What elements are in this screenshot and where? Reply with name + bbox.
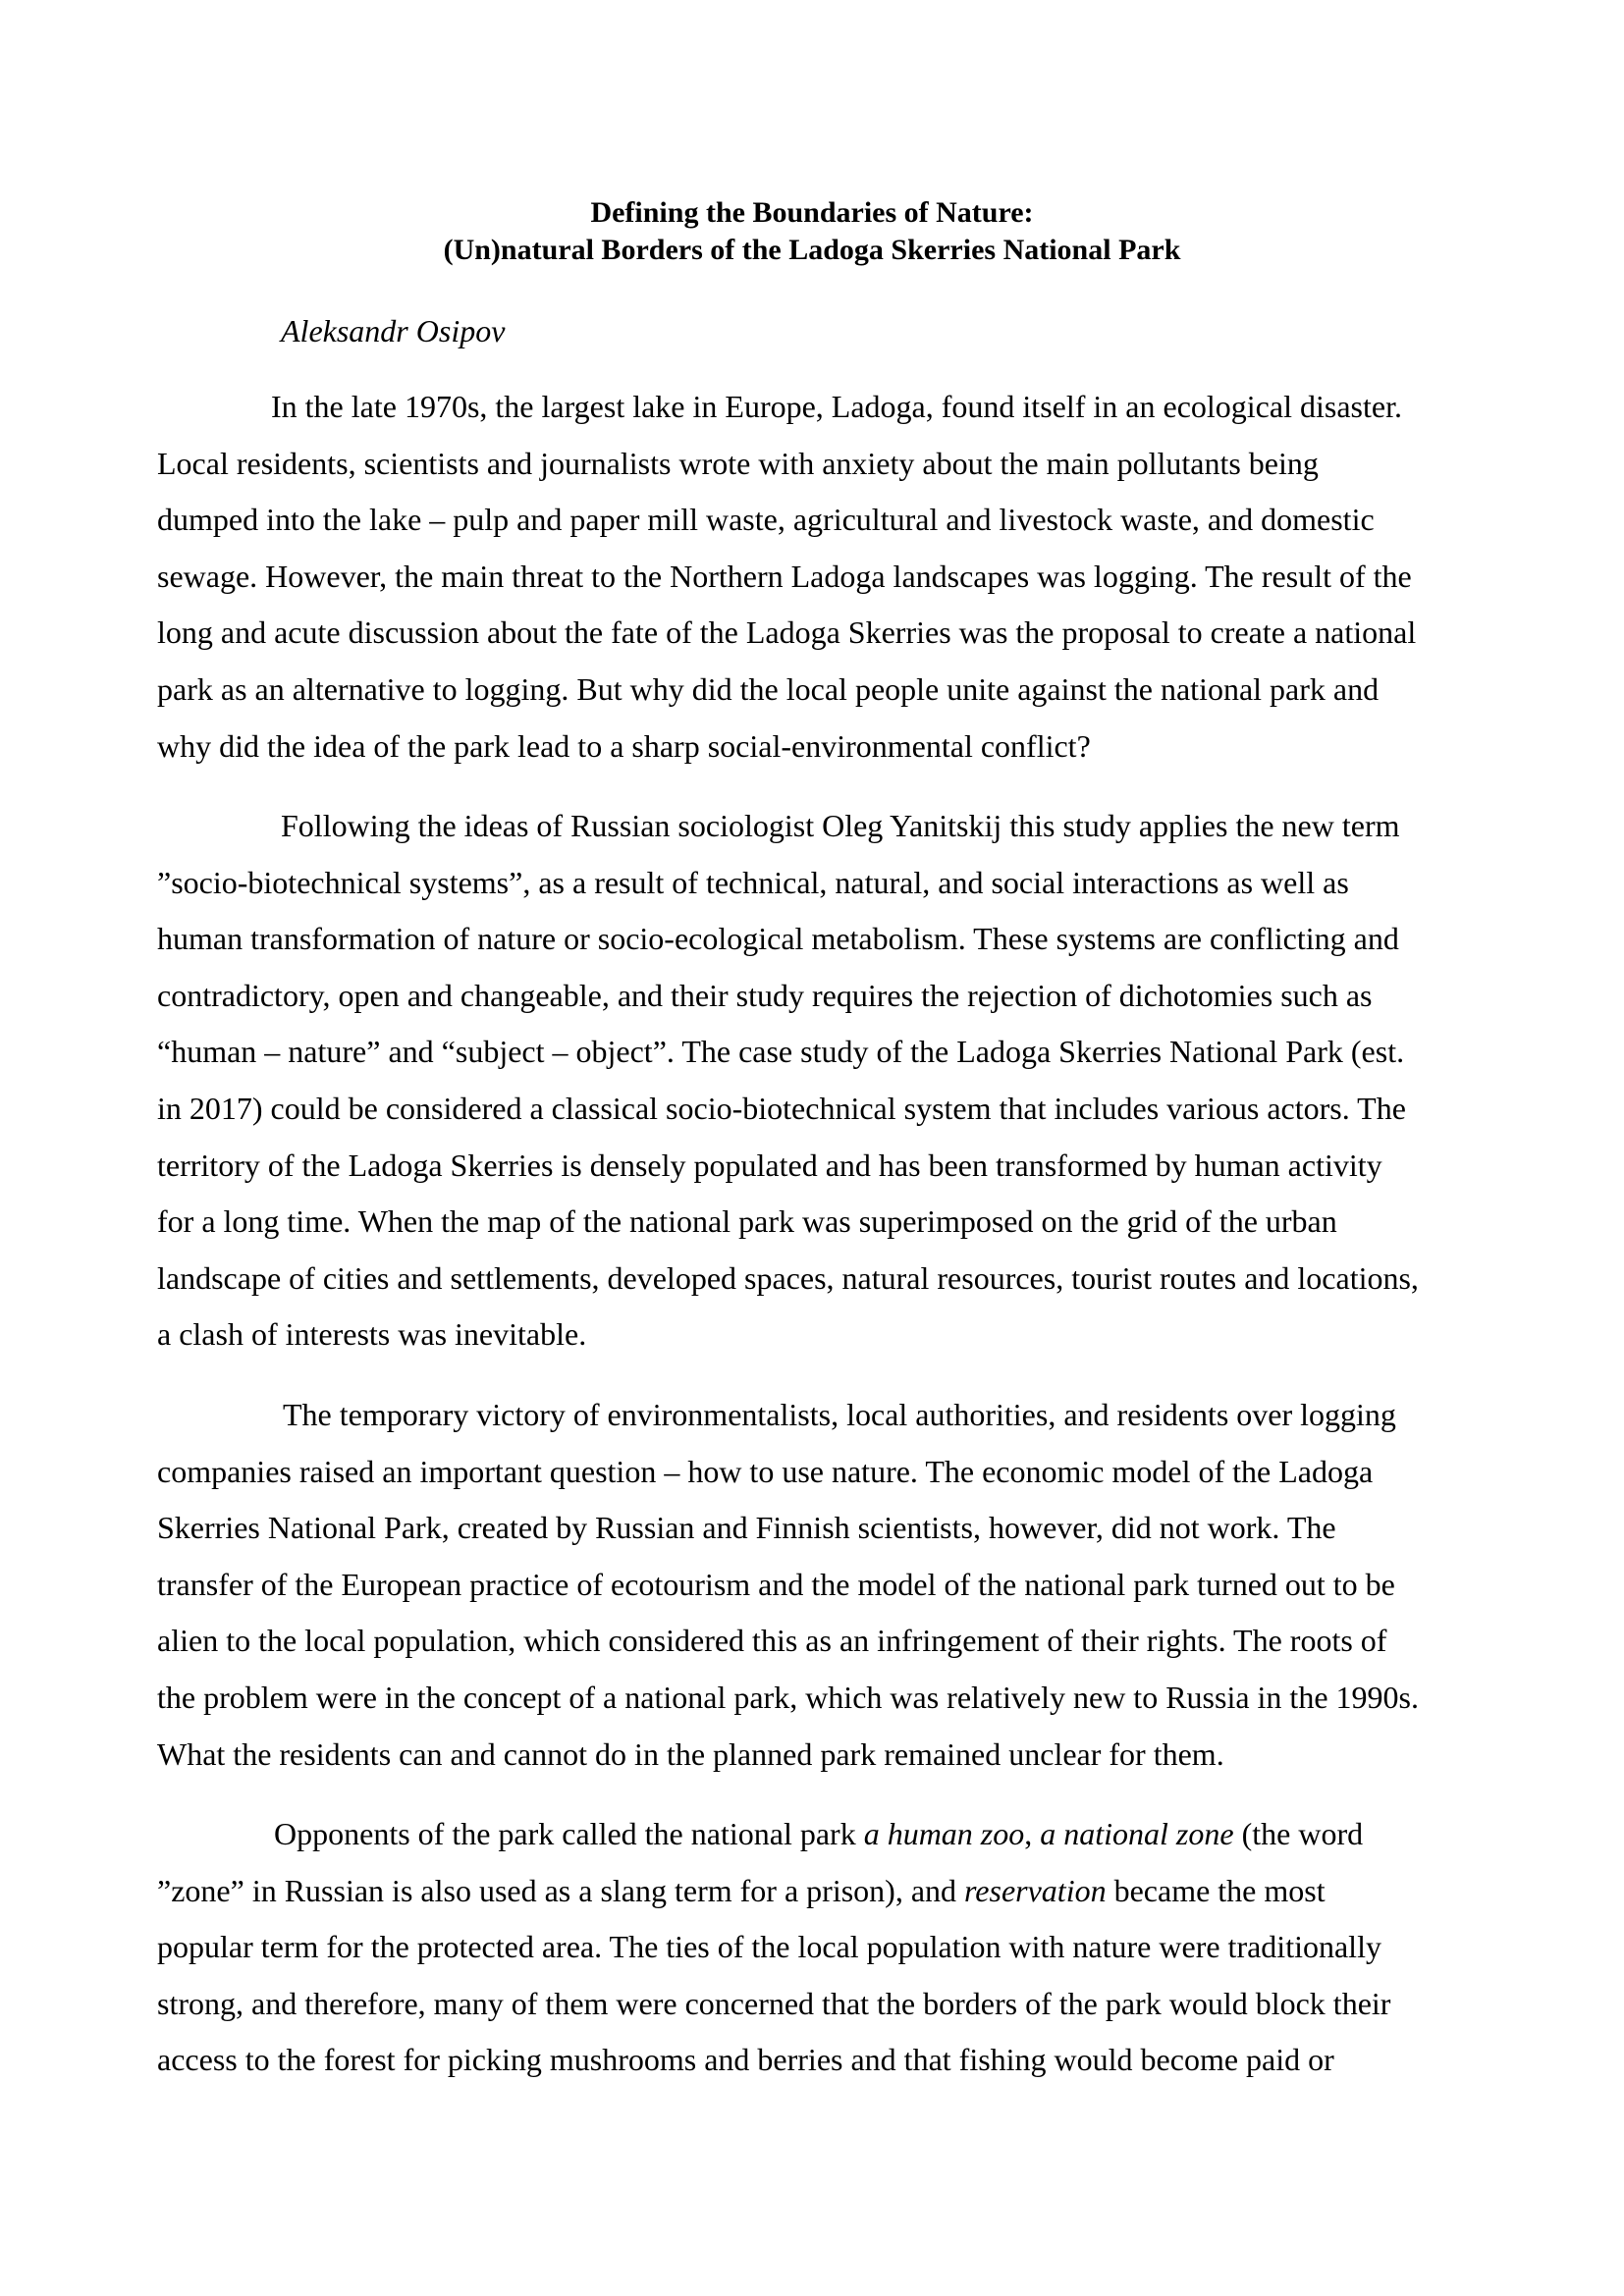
paragraph-line: sewage. However, the main threat to the Northern Ladoga landscapes was logging. The result of the — [157, 558, 1412, 594]
paragraph-line: “human – nature” and “subject – object”. The case study of the Ladoga Skerries National Park (est. — [157, 1034, 1405, 1070]
paragraph-line: strong, and therefore, many of them were concerned that the borders of the park would block their — [157, 1985, 1391, 2021]
document-title-line-1: Defining the Boundaries of Nature: — [590, 196, 1034, 229]
paragraph-line: the problem were in the concept of a national park, which was relatively new to Russia in the 1990s. — [157, 1679, 1419, 1715]
paragraph-text: ”zone” in Russian is also used as a slang term for a prison), and — [157, 1872, 965, 1908]
paragraph-1 — [157, 379, 1492, 774]
paragraph-line: popular term for the protected area. The ties of the local population with nature were traditionally — [157, 1929, 1381, 1965]
paragraph-line: a clash of interests was inevitable. — [157, 1316, 587, 1353]
italic-term: reservation — [964, 1872, 1107, 1908]
paragraph-3 — [157, 1387, 1492, 1783]
paragraph-text: became the most — [1106, 1872, 1326, 1908]
paragraph-line: for a long time. When the map of the national park was superimposed on the grid of the urban — [157, 1203, 1337, 1240]
paragraph-text: (the word — [1233, 1816, 1364, 1851]
paragraph-line: human transformation of nature or socio-ecological metabolism. These systems are conflicting and — [157, 921, 1399, 957]
paragraph-line: What the residents can and cannot do in the planned park remained unclear for them. — [157, 1735, 1224, 1772]
paragraph-line: transfer of the European practice of ecotourism and the model of the national park turned out to be — [157, 1566, 1395, 1602]
paragraph-line: in 2017) could be considered a classical socio-biotechnical system that includes various actors. The — [157, 1090, 1406, 1126]
paragraph-line: Skerries National Park, created by Russian and Finnish scientists, however, did not work. The — [157, 1510, 1336, 1546]
paragraph-line — [157, 1863, 1492, 1920]
paragraph-line: The temporary victory of environmentalists, local authorities, and residents over logging — [283, 1397, 1396, 1432]
paragraph-4 — [157, 1806, 1492, 2089]
paragraph-line: companies raised an important question – how to use nature. The economic model of the Ladoga — [157, 1453, 1374, 1489]
paragraph-line: alien to the local population, which considered this as an infringement of their rights. The roots of — [157, 1623, 1387, 1659]
italic-term: a human zoo — [863, 1816, 1025, 1851]
paragraph-line: dumped into the lake – pulp and paper mill waste, agricultural and livestock waste, and domestic — [157, 502, 1375, 538]
document-title-line-2: (Un)natural Borders of the Ladoga Skerries National Park — [443, 234, 1181, 266]
paragraph-line: landscape of cities and settlements, developed spaces, natural resources, tourist routes and locations, — [157, 1259, 1419, 1296]
paragraph-line: territory of the Ladoga Skerries is densely populated and has been transformed by human activity — [157, 1147, 1382, 1183]
paragraph-line: park as an alternative to logging. But why did the local people unite against the national park and — [157, 670, 1380, 707]
paragraph-line: Following the ideas of Russian sociologist Oleg Yanitskij this study applies the new term — [281, 808, 1400, 843]
paragraph-line: why did the idea of the park lead to a sharp social-environmental conflict? — [157, 727, 1091, 764]
paragraph-line — [157, 1806, 1492, 1863]
paragraph-text: Opponents of the park called the national park — [274, 1816, 864, 1851]
italic-term: a national zone — [1040, 1816, 1234, 1851]
author-name: Aleksandr Osipov — [281, 313, 506, 348]
paragraph-line: access to the forest for picking mushrooms and berries and that fishing would become paid or — [157, 2042, 1334, 2078]
paragraph-text: , — [1024, 1816, 1041, 1851]
paragraph-line: ”socio-biotechnical systems”, as a result of technical, natural, and social interactions as well as — [157, 864, 1349, 900]
paragraph-line: In the late 1970s, the largest lake in Europe, Ladoga, found itself in an ecological disaster. — [271, 389, 1402, 424]
paragraph-line: Local residents, scientists and journalists wrote with anxiety about the main pollutants being — [157, 445, 1319, 481]
paragraph-line: long and acute discussion about the fate of the Ladoga Skerries was the proposal to create a national — [157, 614, 1417, 651]
paragraph-2 — [157, 798, 1492, 1363]
paragraph-line: contradictory, open and changeable, and their study requires the rejection of dichotomies such as — [157, 977, 1373, 1013]
